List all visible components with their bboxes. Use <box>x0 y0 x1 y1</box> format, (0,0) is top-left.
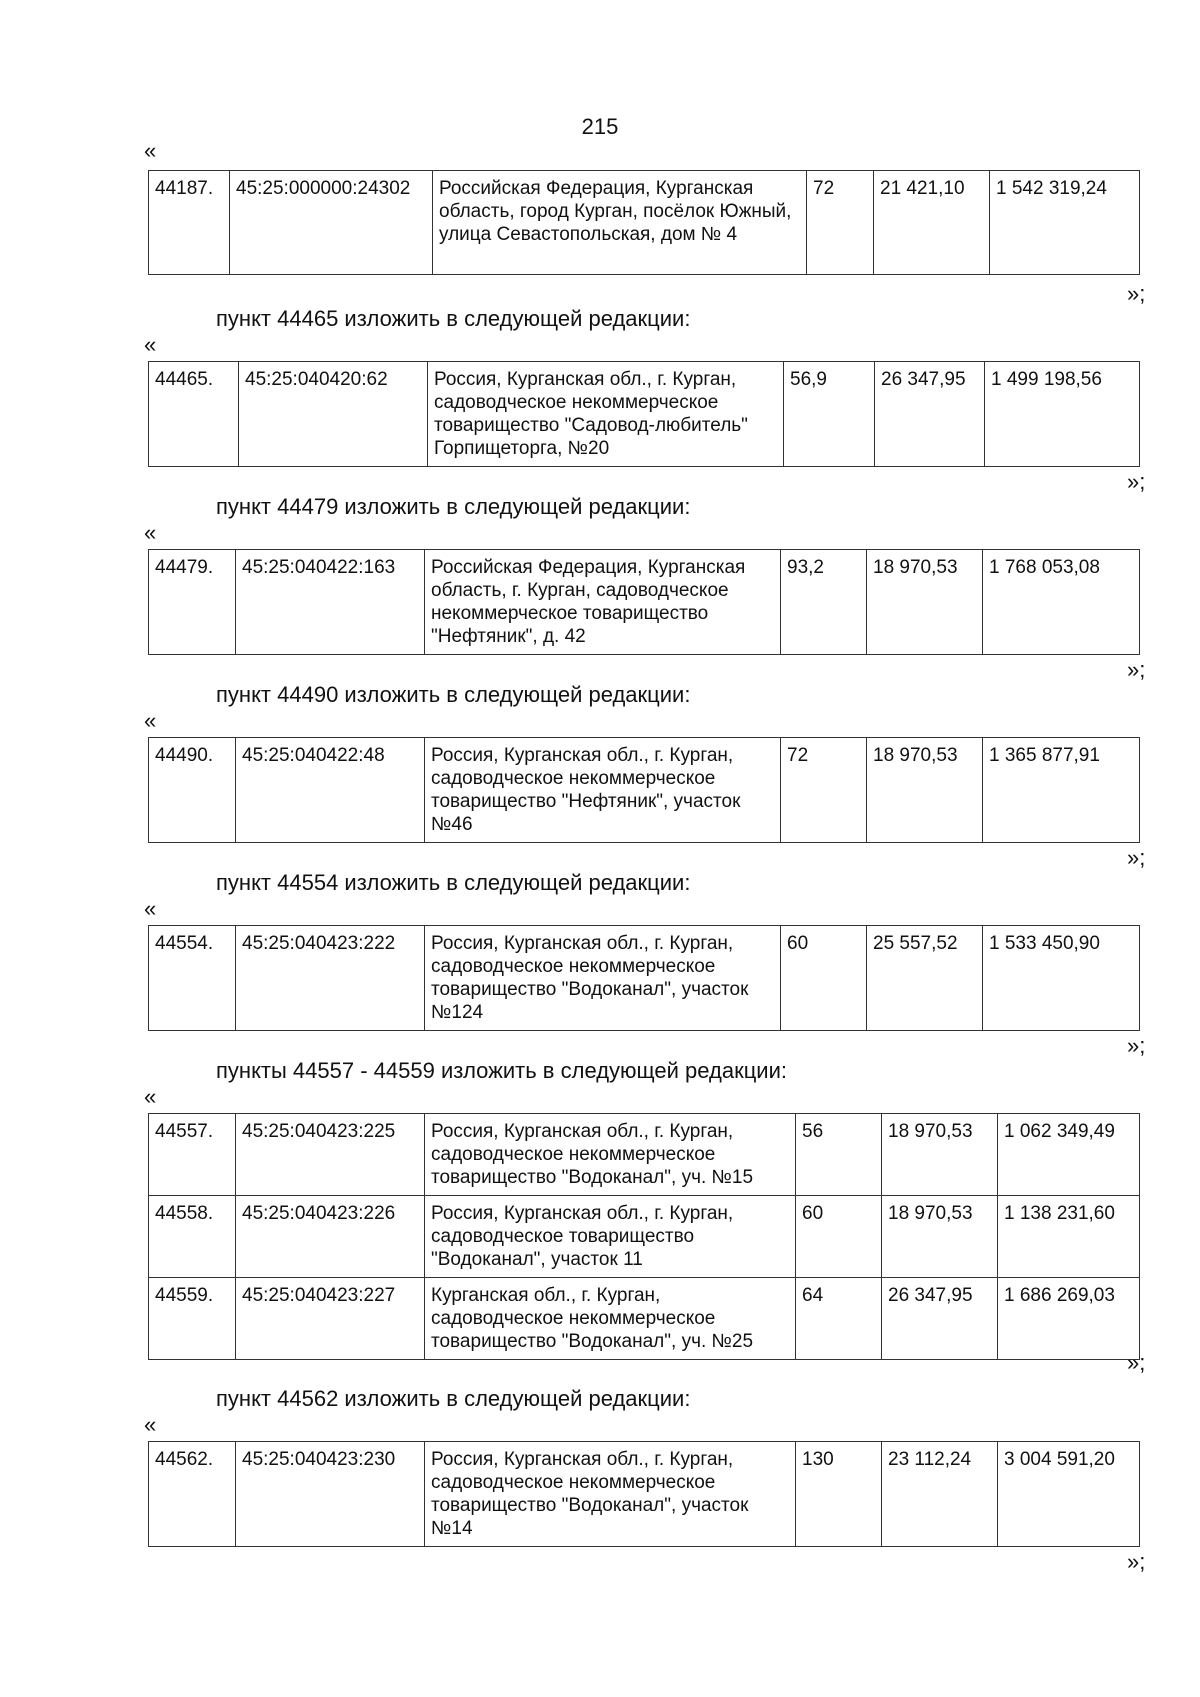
property-table <box>148 549 1140 655</box>
table-row <box>149 171 1140 275</box>
cadastral-number-cell: 45:25:040423:227 <box>236 1278 425 1360</box>
page-number: 215 <box>581 114 619 139</box>
rate-cell: 18 970,53 <box>867 738 983 843</box>
item-number-cell: 44557. <box>149 1114 236 1196</box>
rate-cell: 18 970,53 <box>882 1196 998 1278</box>
area-cell: 72 <box>781 738 867 843</box>
address-cell: Российская Федерация, Курганская область, город Курган, посёлок Южный, улица Севастопольская, дом № 4 <box>433 171 807 275</box>
cadastral-value-cell: 1 542 319,24 <box>990 171 1140 275</box>
rate-cell: 23 112,24 <box>882 1442 998 1547</box>
closing-quote: »; <box>1127 657 1146 682</box>
item-number-cell: 44187. <box>149 171 230 275</box>
amendment-instruction: пункт 44554 изложить в следующей редакции: <box>216 870 691 895</box>
cadastral-value-cell: 1 768 053,08 <box>983 550 1140 655</box>
cadastral-number-cell: 45:25:040423:230 <box>236 1442 425 1547</box>
property-table <box>148 737 1140 843</box>
item-number-cell: 44465. <box>149 362 239 467</box>
cadastral-value-cell: 1 138 231,60 <box>998 1196 1140 1278</box>
amendment-instruction: пункт 44562 изложить в следующей редакции: <box>216 1386 691 1411</box>
item-number-cell: 44554. <box>149 926 236 1031</box>
property-table <box>148 170 1140 275</box>
amendment-instruction: пункт 44479 изложить в следующей редакции: <box>216 494 691 519</box>
area-cell: 130 <box>796 1442 882 1547</box>
opening-quote: « <box>144 708 157 733</box>
closing-quote: »; <box>1127 1549 1146 1574</box>
cadastral-value-cell: 3 004 591,20 <box>998 1442 1140 1547</box>
rate-cell: 26 347,95 <box>875 362 985 467</box>
rate-cell: 26 347,95 <box>882 1278 998 1360</box>
cadastral-value-cell: 1 499 198,56 <box>985 362 1140 467</box>
closing-quote: »; <box>1127 845 1146 870</box>
property-table <box>148 1441 1140 1547</box>
area-cell: 56,9 <box>784 362 875 467</box>
cadastral-number-cell: 45:25:040423:222 <box>236 926 425 1031</box>
property-table <box>148 925 1140 1031</box>
cadastral-value-cell: 1 686 269,03 <box>998 1278 1140 1360</box>
amendment-instruction: пункт 44465 изложить в следующей редакции: <box>216 306 691 331</box>
table-row <box>149 362 1140 467</box>
cadastral-value-cell: 1 062 349,49 <box>998 1114 1140 1196</box>
property-table <box>148 1113 1140 1360</box>
area-cell: 60 <box>796 1196 882 1278</box>
area-cell: 72 <box>807 171 874 275</box>
cadastral-number-cell: 45:25:040423:225 <box>236 1114 425 1196</box>
table-row <box>149 738 1140 843</box>
table-row <box>149 1114 1140 1196</box>
amendment-instruction: пункт 44490 изложить в следующей редакции: <box>216 682 691 707</box>
item-number-cell: 44559. <box>149 1278 236 1360</box>
property-table <box>148 361 1140 467</box>
cadastral-value-cell: 1 533 450,90 <box>983 926 1140 1031</box>
table-row <box>149 1442 1140 1547</box>
amendment-instruction: пункты 44557 - 44559 изложить в следующей редакции: <box>216 1058 788 1083</box>
area-cell: 56 <box>796 1114 882 1196</box>
table-row <box>149 1278 1140 1360</box>
address-cell: Россия, Курганская обл., г. Курган, садоводческое некоммерческое товарищество "Водоканал", участок №124 <box>425 926 781 1031</box>
rate-cell: 18 970,53 <box>882 1114 998 1196</box>
item-number-cell: 44558. <box>149 1196 236 1278</box>
table-row <box>149 550 1140 655</box>
area-cell: 64 <box>796 1278 882 1360</box>
opening-quote: « <box>144 1084 157 1109</box>
opening-quote: « <box>144 332 157 357</box>
opening-quote: « <box>144 1412 157 1437</box>
address-cell: Россия, Курганская обл., г. Курган, садоводческое товарищество "Водоканал", участок 11 <box>425 1196 796 1278</box>
rate-cell: 18 970,53 <box>867 550 983 655</box>
opening-quote: « <box>144 138 157 163</box>
address-cell: Курганская обл., г. Курган, садоводческое некоммерческое товарищество "Водоканал", уч. №25 <box>425 1278 796 1360</box>
address-cell: Россия, Курганская обл., г. Курган, садоводческое некоммерческое товарищество "Садовод-любитель" Горпищеторга, №20 <box>428 362 784 467</box>
cadastral-number-cell: 45:25:000000:24302 <box>230 171 433 275</box>
closing-quote: »; <box>1127 1350 1146 1375</box>
table-row <box>149 926 1140 1031</box>
cadastral-number-cell: 45:25:040420:62 <box>239 362 428 467</box>
address-cell: Россия, Курганская обл., г. Курган, садоводческое некоммерческое товарищество "Водоканал", уч. №15 <box>425 1114 796 1196</box>
closing-quote: »; <box>1127 469 1146 494</box>
address-cell: Россия, Курганская обл., г. Курган, садоводческое некоммерческое товарищество "Водоканал", участок №14 <box>425 1442 796 1547</box>
area-cell: 93,2 <box>781 550 867 655</box>
closing-quote: »; <box>1127 281 1146 306</box>
address-cell: Российская Федерация, Курганская область, г. Курган, садоводческое некоммерческое товарищество "Нефтяник", д. 42 <box>425 550 781 655</box>
cadastral-number-cell: 45:25:040422:163 <box>236 550 425 655</box>
closing-quote: »; <box>1127 1033 1146 1058</box>
item-number-cell: 44479. <box>149 550 236 655</box>
rate-cell: 21 421,10 <box>874 171 990 275</box>
area-cell: 60 <box>781 926 867 1031</box>
address-cell: Россия, Курганская обл., г. Курган, садоводческое некоммерческое товарищество "Нефтяник", участок №46 <box>425 738 781 843</box>
opening-quote: « <box>144 520 157 545</box>
cadastral-value-cell: 1 365 877,91 <box>983 738 1140 843</box>
item-number-cell: 44490. <box>149 738 236 843</box>
item-number-cell: 44562. <box>149 1442 236 1547</box>
cadastral-number-cell: 45:25:040422:48 <box>236 738 425 843</box>
rate-cell: 25 557,52 <box>867 926 983 1031</box>
opening-quote: « <box>144 896 157 921</box>
table-row <box>149 1196 1140 1278</box>
cadastral-number-cell: 45:25:040423:226 <box>236 1196 425 1278</box>
